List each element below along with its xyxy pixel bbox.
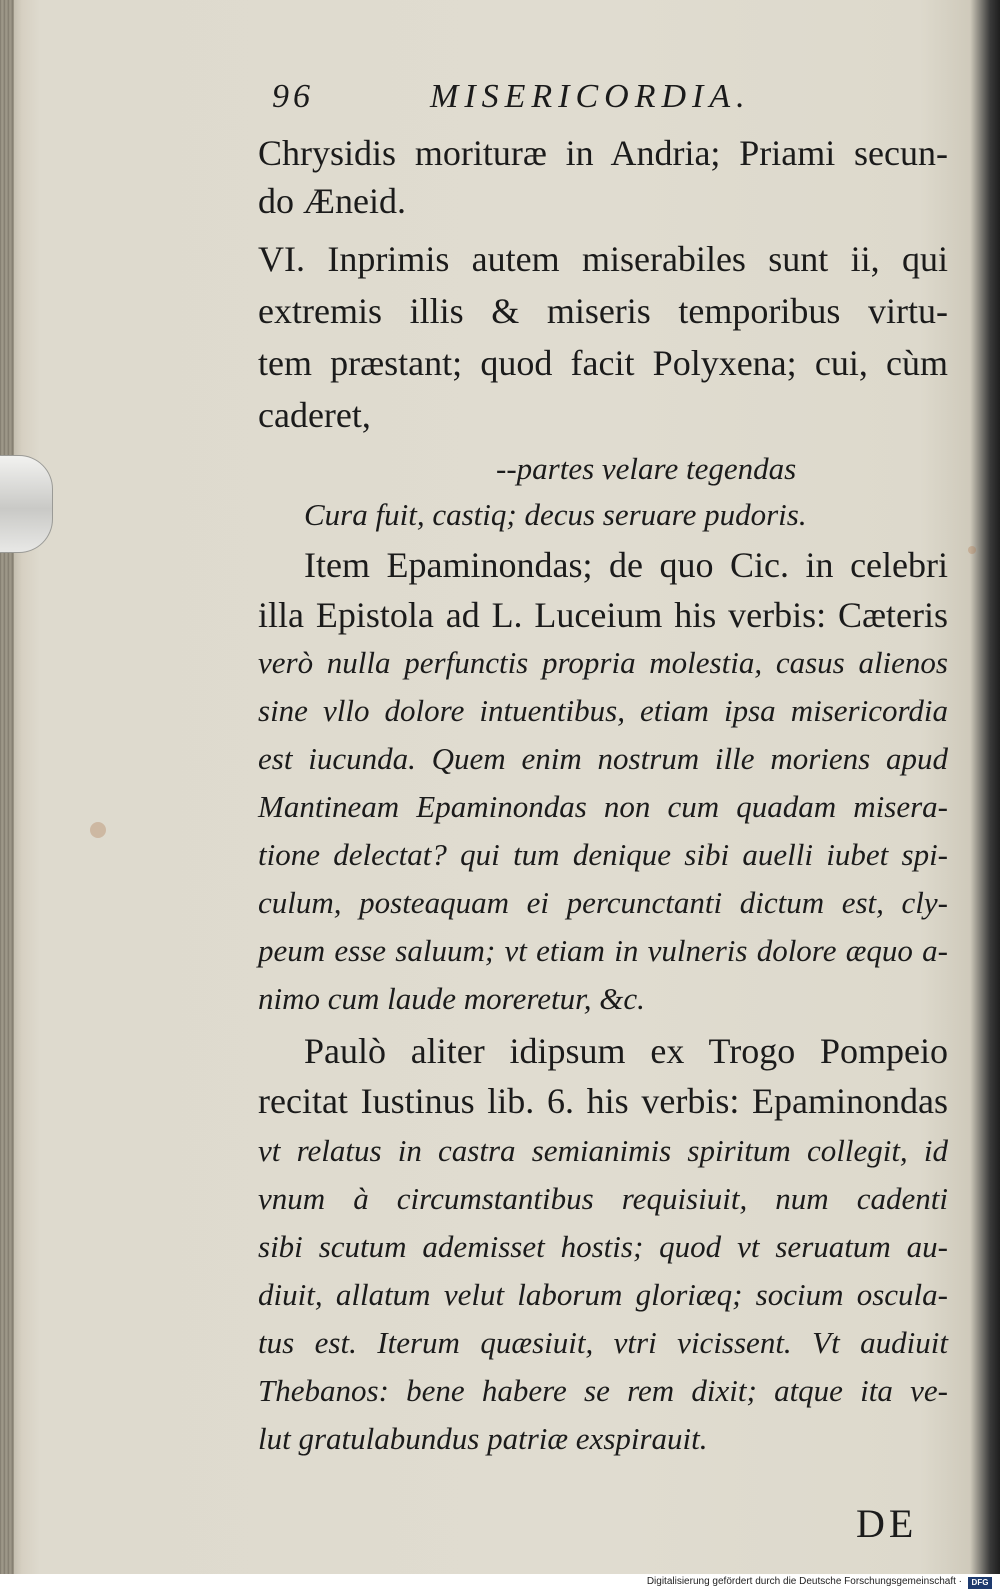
- text-line: recitat Iustinus lib. 6. his verbis: Epaminondas: [258, 1081, 948, 1121]
- funding-credit: Digitalisierung gefördert durch die Deutsche Forschungsgemeinschaft ·: [646, 1576, 962, 1587]
- verse-line: Cura fuit, castiq; decus seruare pudoris.: [304, 497, 807, 532]
- text-line: VI. Inprimis autem miserabiles sunt ii, qui: [258, 239, 948, 279]
- foxing-spot: [968, 546, 976, 554]
- quote-line: tus est. Iterum quæsiuit, vtri vicissent. Vt audiuit: [258, 1325, 948, 1360]
- quote-line: peum esse saluum; vt etiam in vulneris dolore æquo a-: [258, 933, 948, 968]
- quote-line: sine vllo dolore intuentibus, etiam ipsa misericordia: [258, 693, 948, 728]
- quote-line: sibi scutum ademisset hostis; quod vt seruatum au-: [258, 1229, 948, 1264]
- book-edge: [0, 0, 14, 1574]
- text-line: caderet,: [258, 395, 371, 435]
- quote-line: lut gratulabundus patriæ exspirauit.: [258, 1421, 708, 1456]
- quote-line: nimo cum laude moreretur, &c.: [258, 981, 645, 1016]
- text-line: Item Epaminondas; de quo Cic. in celebri: [304, 545, 948, 585]
- quote-line: vt relatus in castra semianimis spiritum collegit, id: [258, 1133, 948, 1168]
- running-title: MISERICORDIA.: [430, 78, 751, 115]
- page-number: 96: [272, 78, 314, 115]
- dfg-logo: DFG: [968, 1577, 992, 1589]
- quote-line: tione delectat? qui tum denique sibi auelli iubet spi-: [258, 837, 948, 872]
- text-line: tem præstant; quod facit Polyxena; cui, cùm: [258, 343, 948, 383]
- quote-line: verò nulla perfunctis propria molestia, casus alienos: [258, 645, 948, 680]
- quote-line: culum, posteaquam ei percunctanti dictum est, cly-: [258, 885, 948, 920]
- text-line: Chrysidis morituræ in Andria; Priami secun-: [258, 133, 948, 173]
- page-clip: [0, 455, 53, 553]
- quote-line: vnum à circumstantibus requisiuit, num cadenti: [258, 1181, 948, 1216]
- text-line: extremis illis & miseris temporibus virtu-: [258, 291, 948, 331]
- catchword: DE: [856, 1501, 918, 1546]
- quote-line: Thebanos: bene habere se rem dixit; atque ita ve-: [258, 1373, 948, 1408]
- text-line: illa Epistola ad L. Luceium his verbis: Cæteris: [258, 595, 948, 635]
- foxing-spot: [90, 822, 106, 838]
- verse-line: --partes velare tegendas: [496, 451, 797, 486]
- text-line: Paulò aliter idipsum ex Trogo Pompeio: [304, 1031, 948, 1071]
- quote-line: Mantineam Epaminondas non cum quadam misera-: [258, 789, 948, 824]
- text-line: do Æneid.: [258, 181, 406, 221]
- quote-line: diuit, allatum velut laborum gloriæq; socium oscula-: [258, 1277, 948, 1312]
- quote-line: est iucunda. Quem enim nostrum ille moriens apud: [258, 741, 948, 776]
- digitization-footer: [0, 1574, 1000, 1593]
